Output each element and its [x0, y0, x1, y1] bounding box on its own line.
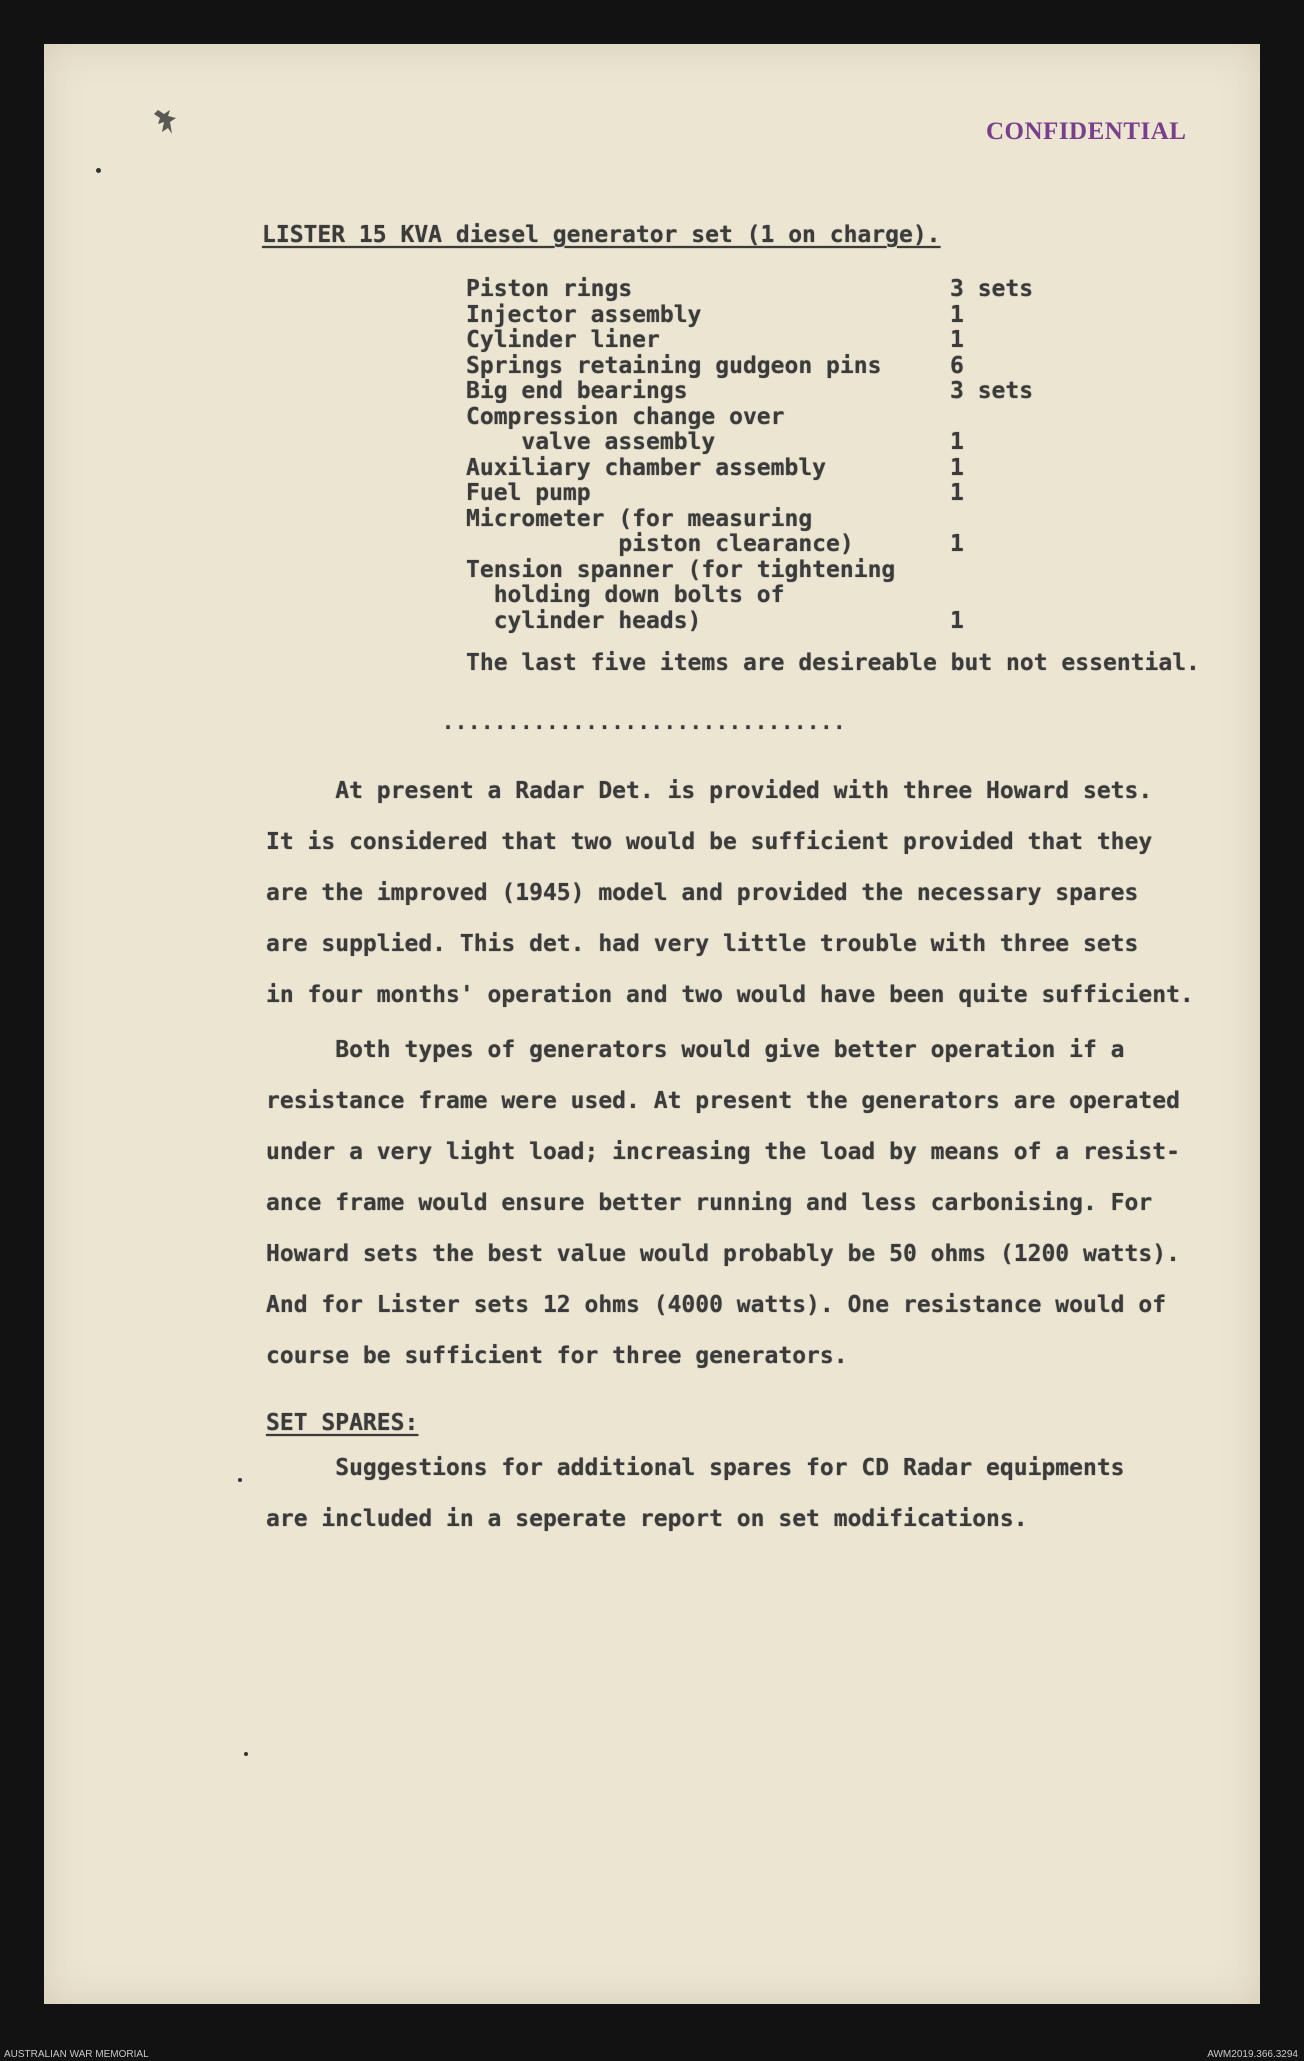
- part-name: Injector assembly: [466, 301, 702, 328]
- part-qty: 1: [950, 480, 964, 506]
- ink-dot: [96, 168, 101, 173]
- part-name: valve assembly: [466, 429, 716, 455]
- text-line: under a very light load; increasing the load by means of a resist-: [266, 1139, 1180, 1165]
- ink-blot: [150, 108, 178, 138]
- paragraph-resistance-frame: [266, 1025, 1256, 1382]
- text-line: And for Lister sets 12 ohms (4000 watts). One resistance would of: [266, 1292, 1167, 1318]
- text-line: in four months' operation and two would have been quite sufficient.: [266, 982, 1194, 1008]
- part-name: Compression change over: [466, 403, 785, 430]
- text-line: Howard sets the best value would probably be 50 ohms (1200 watts).: [266, 1241, 1180, 1267]
- text-line: Suggestions for additional spares for CD Radar equipments: [266, 1455, 1125, 1481]
- text-line: Both types of generators would give better operation if a: [266, 1037, 1125, 1063]
- text-line: are supplied. This det. had very little trouble with three sets: [266, 931, 1139, 957]
- part-name: Fuel pump: [466, 480, 591, 506]
- paragraph-radar-det: [266, 766, 1256, 1021]
- part-qty: 3 sets: [950, 378, 1034, 404]
- confidential-stamp: CONFIDENTIAL: [986, 118, 1187, 145]
- text-line: course be sufficient for three generators.: [266, 1343, 848, 1369]
- part-name: Tension spanner (for tightening: [466, 556, 896, 583]
- text-line: resistance frame were used. At present the generators are operated: [266, 1088, 1180, 1114]
- part-qty: 1: [950, 454, 964, 481]
- ink-dot: [238, 1478, 242, 1482]
- parts-note: The last five items are desireable but not essential.: [466, 650, 1200, 676]
- archive-reference: AWM2019.366.3294: [1207, 2049, 1298, 2060]
- part-qty: 1: [950, 531, 964, 557]
- section-heading: LISTER 15 KVA diesel generator set (1 on charge).: [262, 222, 941, 248]
- part-name: Cylinder liner: [466, 327, 660, 353]
- text-line: are included in a seperate report on set modifications.: [266, 1506, 1028, 1532]
- part-name: Big end bearings: [466, 378, 688, 404]
- part-name: Springs retaining gudgeon pins: [466, 352, 882, 379]
- part-name: Auxiliary chamber assembly: [466, 454, 827, 481]
- part-qty: 1: [950, 301, 964, 328]
- archive-credit: AUSTRALIAN WAR MEMORIAL: [4, 2049, 149, 2060]
- text-line: ance frame would ensure better running and less carbonising. For: [266, 1190, 1153, 1216]
- part-qty: 1: [950, 607, 964, 634]
- part-name: holding down bolts of: [466, 582, 785, 608]
- paragraph-set-spares: [266, 1443, 1256, 1545]
- part-name: Micrometer (for measuring: [466, 505, 813, 532]
- separator-dots: ...............................: [442, 710, 847, 734]
- part-qty: 3 sets: [950, 276, 1034, 302]
- part-name: cylinder heads): [466, 607, 702, 634]
- part-qty: 6: [950, 352, 964, 379]
- text-line: are the improved (1945) model and provided the necessary spares: [266, 880, 1139, 906]
- text-line: At present a Radar Det. is provided with three Howard sets.: [266, 778, 1153, 804]
- set-spares-heading: SET SPARES:: [266, 1410, 419, 1436]
- text-line: It is considered that two would be sufficient provided that they: [266, 829, 1153, 855]
- part-name: Piston rings: [466, 276, 633, 302]
- part-name: piston clearance): [466, 531, 854, 557]
- ink-dot: [244, 1752, 248, 1756]
- part-qty: 1: [950, 429, 964, 455]
- part-qty: 1: [950, 327, 964, 353]
